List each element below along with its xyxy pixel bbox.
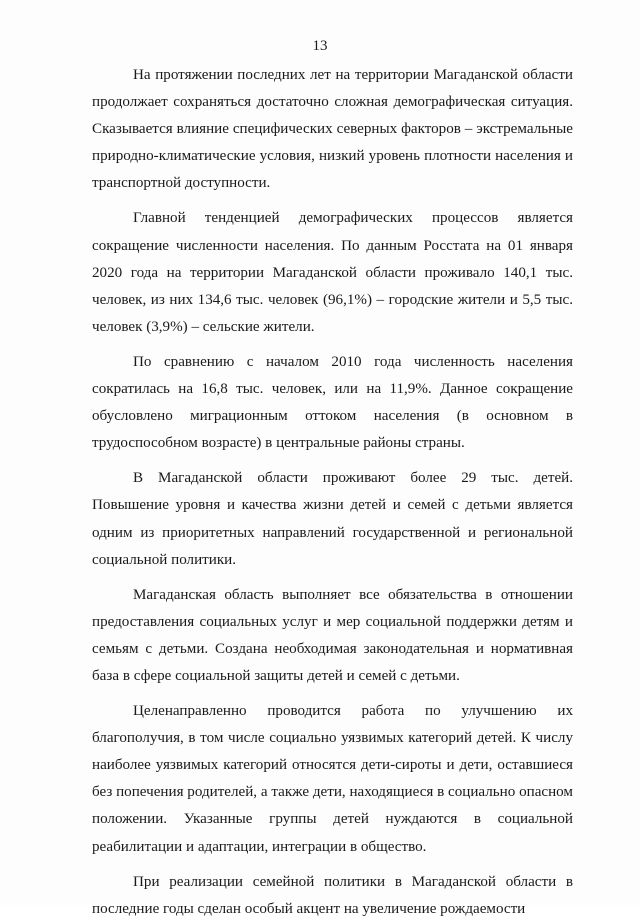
paragraph-children-count: В Магаданской области проживают более 29 тыс. детей. Повышение уровня и качества жизни детей и семей с детьми является одним из приоритетных направлений государственной и региональной социальной политики.	[92, 470, 573, 568]
paragraph-family-policy: При реализации семейной политики в Магаданской области в последние годы сделан особый акцент на увеличение рождаемости	[92, 873, 573, 917]
document-body	[92, 62, 573, 923]
paragraph-spacer	[92, 197, 573, 205]
paragraph-social-obligations: Магаданская область выполняет все обязательства в отношении предоставления социальных услуг и мер социальной поддержки детям и семьям с детьми. Создана необходимая законодательная и нормативная база в сфере социальной защиты детей и семей с детьми.	[92, 586, 573, 684]
paragraph-demographic-situation: На протяжении последних лет на территории Магаданской области продолжает сохраняться достаточно сложная демографическая ситуация. Сказывается влияние специфических северных факторов – экстремальные природно-климатические условия, низкий уровень плотности населения и транспортной доступности.	[92, 67, 573, 192]
paragraph-spacer	[92, 861, 573, 869]
paragraph-spacer	[92, 690, 573, 698]
paragraph-spacer	[92, 574, 573, 582]
page-number: 13	[312, 38, 328, 54]
paragraph-population-comparison: По сравнению с началом 2010 года численность населения сократилась на 16,8 тыс. человек, или на 11,9%. Данное сокращение обусловлено миграционным оттоком населения (в основном в трудоспособном возрасте) в центральные районы страны.	[92, 353, 573, 452]
paragraph-spacer	[92, 341, 573, 349]
paragraph-spacer	[92, 457, 573, 465]
paragraph-population-decline: Главной тенденцией демографических процессов является сокращение численности населения. По данным Росстата на 01 января 2020 года на территории Магаданской области проживало 140,1 тыс. человек, из них 134,6 тыс. человек (96,1%) – городские жители и 5,5 тыс. человек (3,9%) – сельские жители.	[92, 210, 573, 335]
paragraph-vulnerable-children: Целенаправленно проводится работа по улучшению их благополучия, в том числе социально уязвимых категорий детей. К числу наиболее уязвимых категорий относятся дети-сироты и дети, оставшиеся без попечения родителей, а также дети, находящиеся в социально опасном положении. Указанные группы детей нуждаются в социальной реабилитации и адаптации, интеграции в общество.	[92, 703, 573, 855]
